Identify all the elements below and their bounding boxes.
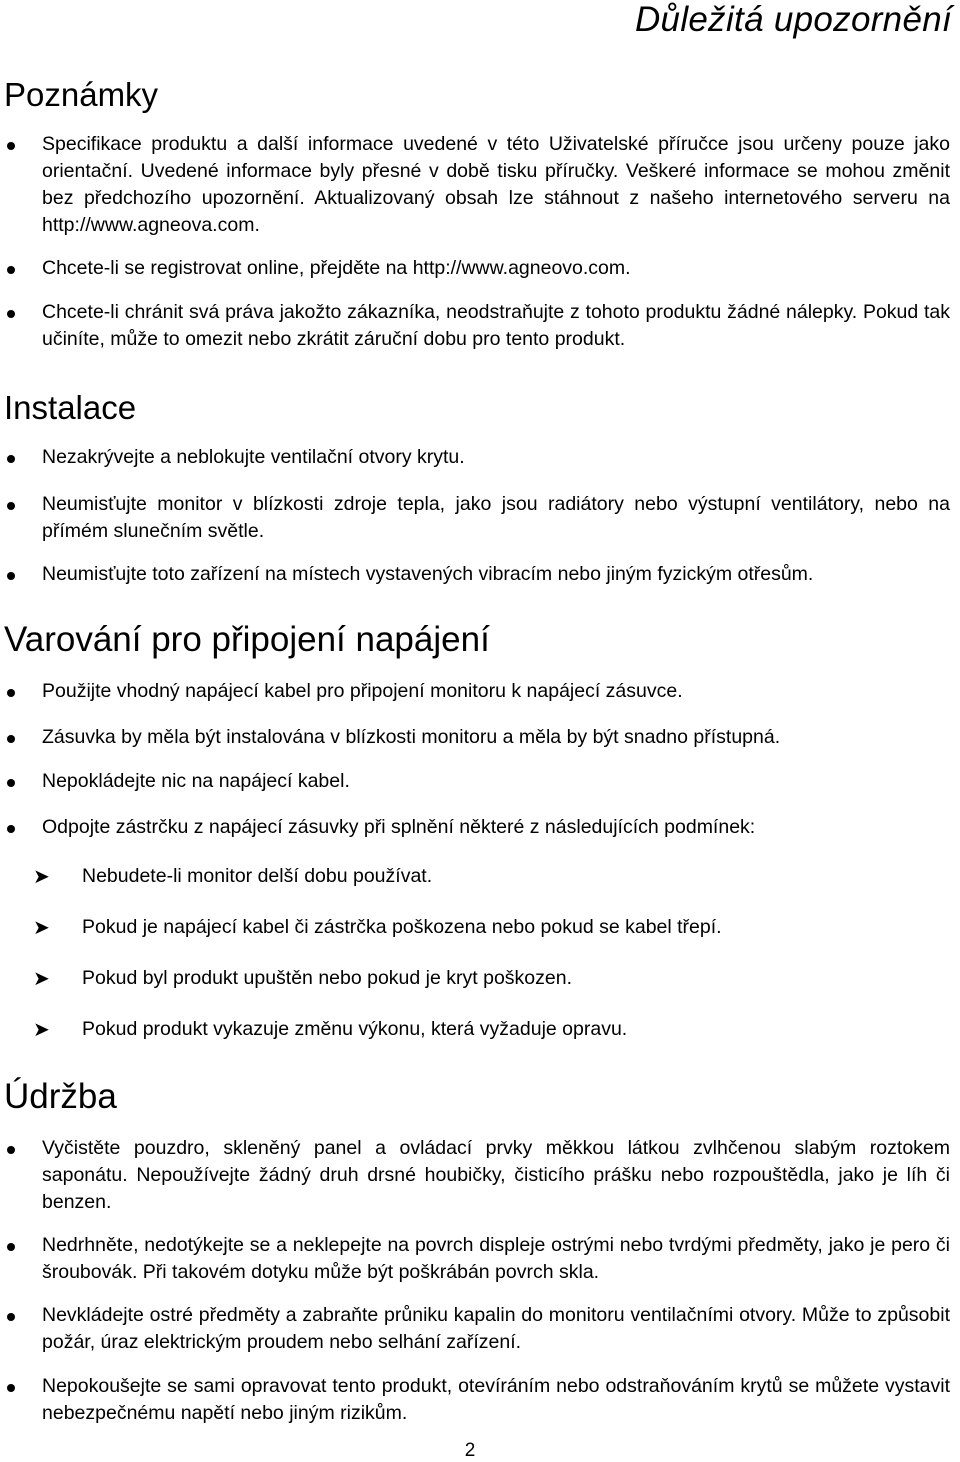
list-item-text: Nedrhněte, nedotýkejte se a neklepejte na povrch displeje ostrými nebo tvrdými předměty, jako je pero či šroubovák. Při takovém dotyku může být poškrábán povrch skla. — [42, 1234, 950, 1283]
list-item-text: Nepokládejte nic na napájecí kabel. — [42, 770, 350, 792]
list-item-text: Vyčistěte pouzdro, skleněný panel a ovládací prvky měkkou látkou zvlhčenou slabým roztokem saponátu. Nepoužívejte žádný druh drsné houbičky, čisticího prášku nebo rozpouštědla, jako je líh či benzen. — [42, 1137, 950, 1213]
list-item-text: Použijte vhodný napájecí kabel pro připojení monitoru k napájecí zásuvce. — [42, 680, 683, 702]
list-item-text: Chcete-li se registrovat online, přejděte na http://www.agneovo.com. — [42, 257, 631, 279]
bullet-icon — [7, 142, 15, 150]
bullet-icon — [7, 735, 15, 743]
list-item-text: Nevkládejte ostré předměty a zabraňte průniku kapalin do monitoru ventilačními otvory. Může to způsobit požár, úraz elektrickým proudem nebo selhání zařízení. — [42, 1304, 950, 1353]
arrowhead-bullet-icon: ➤ — [33, 917, 50, 939]
sub-list-item-text: Nebudete-li monitor delší dobu používat. — [82, 865, 433, 887]
sub-list-item-text: Pokud produkt vykazuje změnu výkonu, která vyžaduje opravu. — [82, 1018, 628, 1040]
list-item-text: Neumisťujte toto zařízení na místech vystavených vibracím nebo jiným fyzickým otřesům. — [42, 563, 814, 585]
list-item — [0, 299, 960, 353]
list-item — [0, 561, 960, 588]
bullet-icon — [7, 572, 15, 580]
list-item-text: Odpojte zástrčku z napájecí zásuvky při splnění některé z následujících podmínek: — [42, 816, 756, 838]
list-item — [0, 678, 960, 705]
sub-list-item — [0, 1016, 960, 1043]
bullet-icon — [7, 455, 15, 463]
arrowhead-bullet-icon: ➤ — [33, 1019, 50, 1041]
list-item — [0, 1232, 960, 1286]
bullet-icon — [7, 1313, 15, 1321]
list-item-text: Neumisťujte monitor v blízkosti zdroje tepla, jako jsou radiátory nebo výstupní ventilátory, nebo na přímém slunečním světle. — [42, 493, 950, 542]
sub-list-item — [0, 965, 960, 992]
list-item — [0, 724, 960, 751]
page-header-title: Důležitá upozornění — [634, 0, 952, 39]
list-item — [0, 131, 960, 239]
bullet-icon — [7, 266, 15, 274]
list-item — [0, 1373, 960, 1427]
list-item — [0, 444, 960, 471]
list-item — [0, 255, 960, 282]
sub-list-item — [0, 863, 960, 890]
section-heading-maintenance: Údržba — [4, 1077, 117, 1116]
bullet-icon — [7, 779, 15, 787]
bullet-icon — [7, 1384, 15, 1392]
list-item — [0, 1302, 960, 1356]
list-item-text: Specifikace produktu a další informace uvedené v této Uživatelské příručce jsou určeny pouze jako orientační. Uvedené informace byly přesné v době tisku příručky. Veškeré informace se mohou změnit bez předchozího upozornění. Aktualizovaný obsah lze stáhnout z našeho internetového serveru na http://www.agneova.com. — [42, 133, 950, 236]
bullet-icon — [7, 689, 15, 697]
bullet-icon — [7, 310, 15, 318]
list-item — [0, 768, 960, 795]
section-heading-install: Instalace — [4, 389, 137, 426]
sub-list-item-text: Pokud byl produkt upuštěn nebo pokud je kryt poškozen. — [82, 967, 572, 989]
list-item-text: Nepokoušejte se sami opravovat tento produkt, otevíráním nebo odstraňováním krytů se můžete vystavit nebezpečnému napětí nebo jiným rizikům. — [42, 1375, 950, 1424]
arrowhead-bullet-icon: ➤ — [33, 968, 50, 990]
section-heading-notes: Poznámky — [4, 76, 159, 113]
list-item — [0, 1135, 960, 1216]
bullet-icon — [7, 1146, 15, 1154]
bullet-icon — [7, 1243, 15, 1251]
bullet-icon — [7, 825, 15, 833]
arrowhead-bullet-icon: ➤ — [33, 866, 50, 888]
sub-list-item-text: Pokud je napájecí kabel či zástrčka poškozena nebo pokud se kabel třepí. — [82, 916, 722, 938]
list-item — [0, 491, 960, 545]
bullet-icon — [7, 502, 15, 510]
sub-list-item — [0, 914, 960, 941]
section-heading-power: Varování pro připojení napájení — [4, 620, 490, 659]
page-number: 2 — [464, 1440, 476, 1461]
list-item — [0, 814, 960, 841]
list-item-text: Nezakrývejte a neblokujte ventilační otvory krytu. — [42, 446, 465, 468]
list-item-text: Zásuvka by měla být instalována v blízkosti monitoru a měla by být snadno přístupná. — [42, 726, 781, 748]
list-item-text: Chcete-li chránit svá práva jakožto zákazníka, neodstraňujte z tohoto produktu žádné nálepky. Pokud tak učiníte, může to omezit nebo zkrátit záruční dobu pro tento produkt. — [42, 301, 950, 350]
